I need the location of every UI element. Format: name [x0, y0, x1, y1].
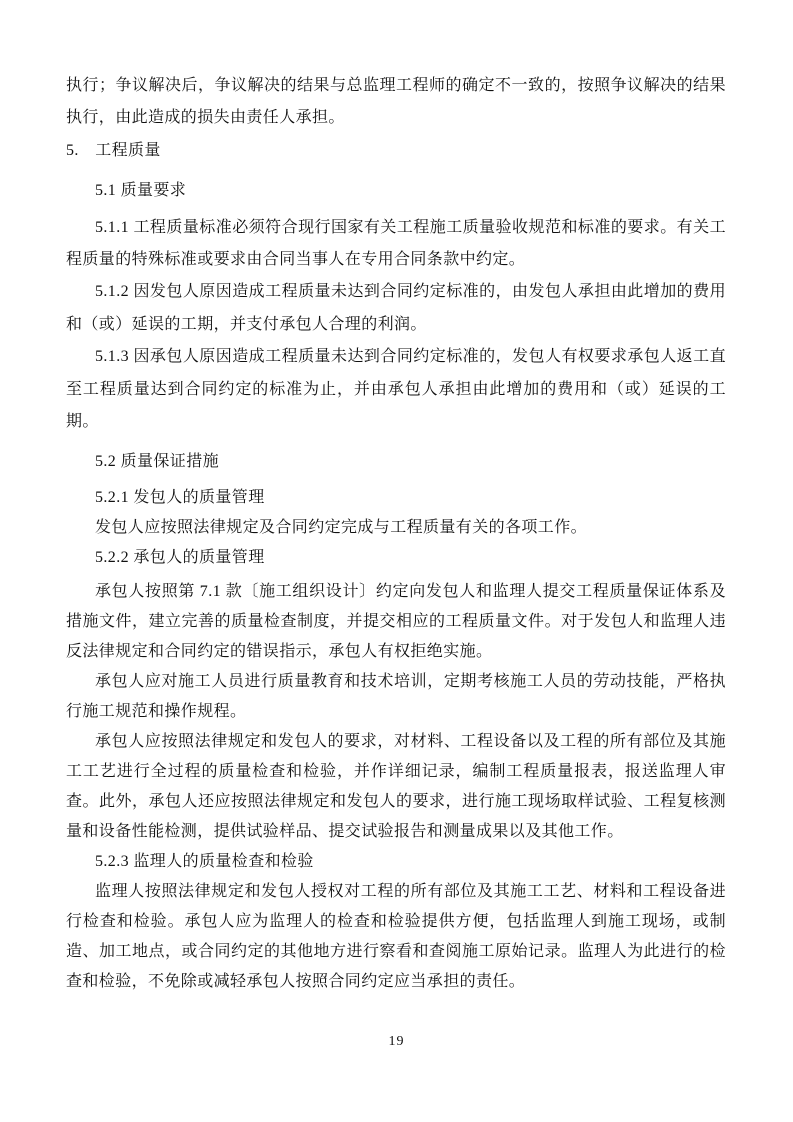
heading-5-engineering-quality: 5. 工程质量 [66, 141, 161, 159]
para-contractor-training: 承包人应对施工人员进行质量教育和技术培训，定期考核施工人员的劳动技能，严格执行施工规范和操作规程。 [66, 672, 726, 720]
para-5-1-3-contractor-caused-defects: 5.1.3 因承包人原因造成工程质量未达到合同约定标准的，发包人有权要求承包人返工直至工程质量达到合同约定的标准为止，并由承包人承担由此增加的费用和（或）延误的工期。 [66, 348, 726, 431]
para-5-1-2-employer-caused-defects: 5.1.2 因发包人原因造成工程质量未达到合同约定标准的，由发包人承担由此增加的费用和（或）延误的工期，并支付承包人合理的利润。 [66, 283, 726, 333]
page-number: 19 [388, 1034, 405, 1049]
para-5-1-1-quality-standards: 5.1.1 工程质量标准必须符合现行国家有关工程施工质量验收规范和标准的要求。有关工程质量的特殊标准或要求由合同当事人在专用合同条款中约定。 [66, 218, 726, 269]
heading-5-2-1-employer-quality-management: 5.2.1 发包人的质量管理 [95, 488, 265, 506]
para-dispute-resolution-continuation: 执行；争议解决后，争议解决的结果与总监理工程师的确定不一致的，按照争议解决的结果执行，由此造成的损失由责任人承担。 [66, 77, 726, 127]
para-contractor-inspection-records: 承包人应按照法律规定和发包人的要求，对材料、工程设备以及工程的所有部位及其施工工艺进行全过程的质量检查和检验，并作详细记录，编制工程质量报表，报送监理人审查。此外，承包人还应按照法律规定和发包人的要求，进行施工现场取样试验、工程复核测量和设备性能检测，提供试验样品、提交试验报告和测量成果以及其他工作。 [66, 732, 726, 840]
heading-5-2-quality-assurance-measures: 5.2 质量保证措施 [95, 453, 220, 471]
heading-5-1-quality-requirements: 5.1 质量要求 [95, 182, 187, 200]
para-supervisor-inspection-rights: 监理人按照法律规定和发包人授权对工程的所有部位及其施工工艺、材料和工程设备进行检查和检验。承包人应为监理人的检查和检验提供方便，包括监理人到施工现场，或制造、加工地点，或合同约定的其他地方进行察看和查阅施工原始记录。监理人为此进行的检查和检验，不免除或减轻承包人按照合同约定应当承担的责任。 [66, 882, 726, 990]
heading-5-2-2-contractor-quality-management: 5.2.2 承包人的质量管理 [95, 548, 265, 566]
para-contractor-qa-system: 承包人按照第 7.1 款〔施工组织设计〕约定向发包人和监理人提交工程质量保证体系及措施文件，建立完善的质量检查制度，并提交相应的工程质量文件。对于发包人和监理人违反法律规定和合同约定的错误指示，承包人有权拒绝实施。 [66, 582, 726, 660]
para-employer-quality-obligations: 发包人应按照法律规定及合同约定完成与工程质量有关的各项工作。 [95, 518, 588, 536]
heading-5-2-3-supervisor-inspection: 5.2.3 监理人的质量检查和检验 [95, 852, 314, 870]
page-footer [0, 1033, 793, 1051]
